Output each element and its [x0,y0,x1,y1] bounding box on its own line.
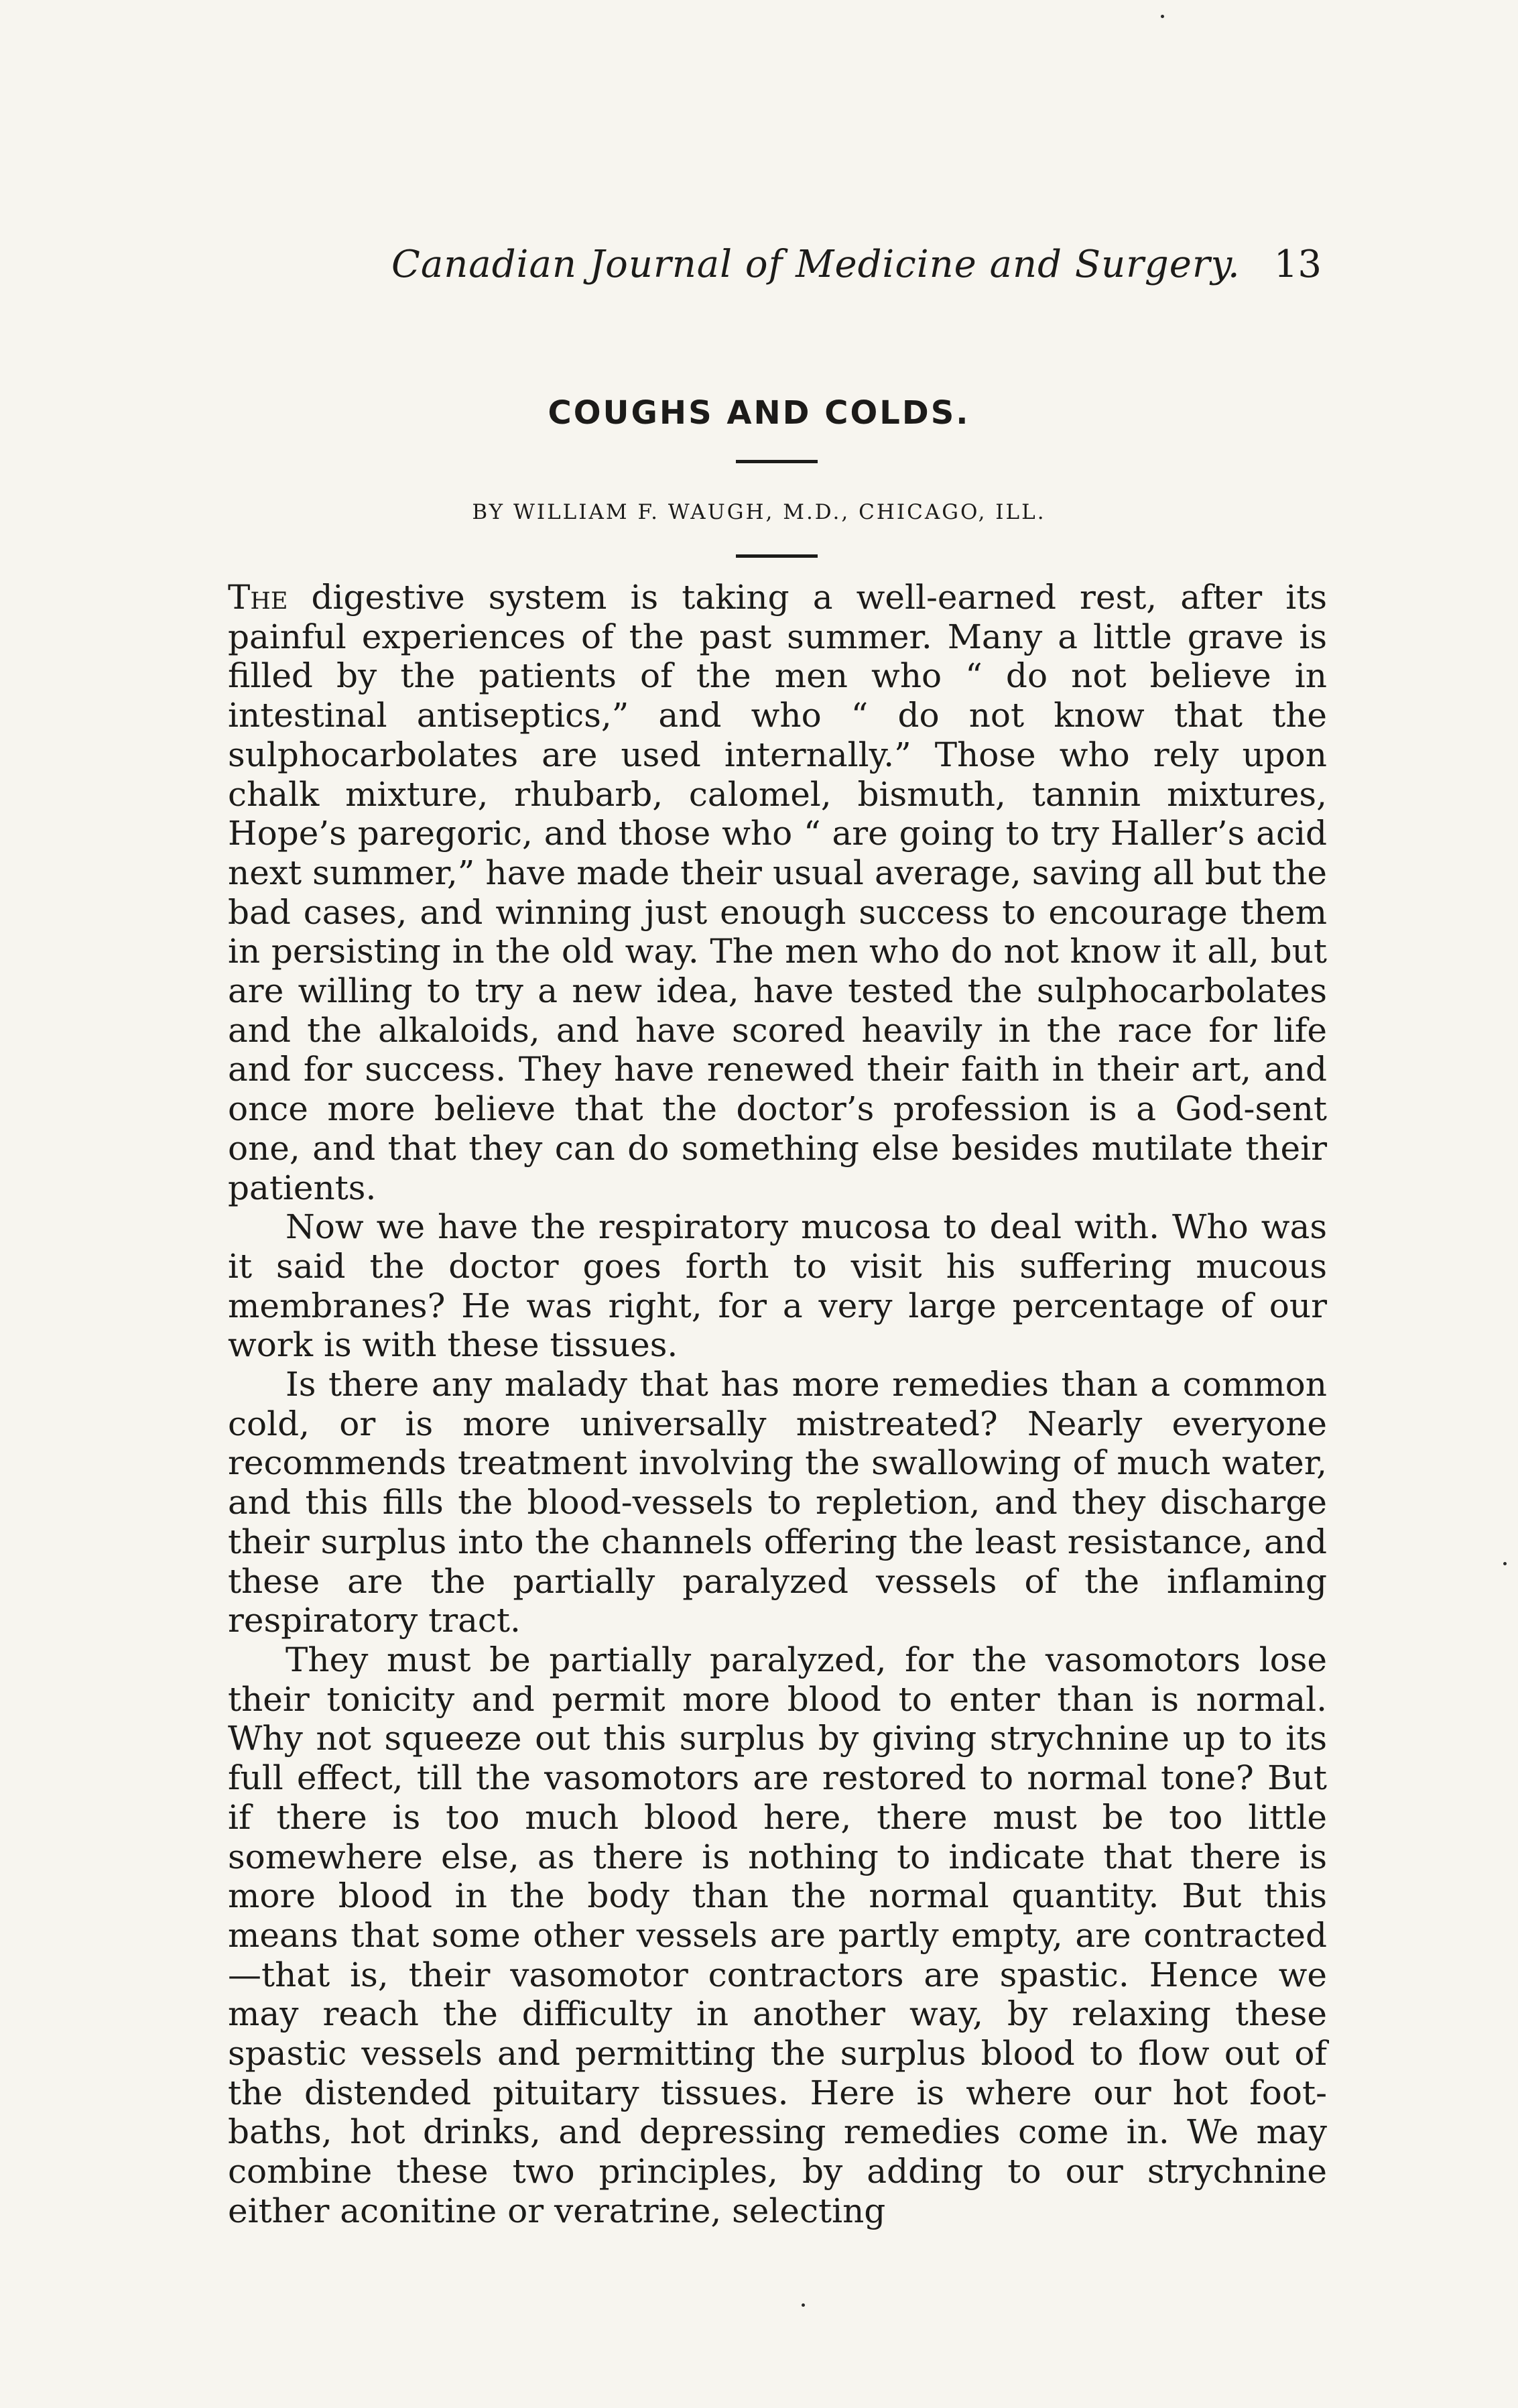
journal-title: Canadian Journal of Medicine and Surgery. [391,243,1241,286]
page-speck-top [1161,15,1164,18]
title-divider [736,460,818,463]
byline-divider [736,554,818,558]
paragraph-text: digestive system is taking a well-earned rest, after its painful experiences of the past summer. Many a little grave is filled by the patients of the men who “ do not believe in intestinal antiseptics,” and who “ do not know that the sulphocarbolates are used internally.” Those who rely upon chalk mixture, rhubarb, calomel, bismuth, tannin mixtures, Hope’s paregoric, and those who “ are going to try Haller’s acid next summer,” have made their usual average, saving all but the bad cases, and winning just enough success to encourage them in persisting in the old way. The men who do not know it all, but are willing to try a new idea, have tested the sulphocarbolates and the alkaloids, and have scored heavily in the race for life and for success. They have renewed their faith in their art, and once more believe that the doctor’s profession is a God-sent one, and that they can do something else besides mutilate their patients. [228,578,1327,1207]
body-paragraph-2: Now we have the respiratory mucosa to deal with. Who was it said the doctor goes forth to visit his suffering mucous membranes? He was right, for a very large percentage of our work is with these tissues. [228,1207,1327,1365]
article-byline: BY WILLIAM F. WAUGH, M.D., CHICAGO, ILL. [472,500,1046,524]
page-number: 13 [1273,243,1322,286]
page-speck-right [1503,1562,1507,1565]
body-paragraph-4: They must be partially paralyzed, for the vasomotors lose their tonicity and permit more blood to enter than is normal. Why not squeeze out this surplus by giving strychnine up to its full effect, till the vasomotors are restored to normal tone? But if there is too much blood here, there must be too little somewhere else, as there is nothing to indicate that there is more blood in the body than the normal quantity. But this means that some other vessels are partly empty, are contracted—that is, their vasomotor contractors are spastic. Hence we may reach the difficulty in another way, by relaxing these spastic vessels and permitting the surplus blood to flow out of the distended pituitary tissues. Here is where our hot foot-baths, hot drinks, and depressing remedies come in. We may combine these two principles, by adding to our strychnine either aconitine or veratrine, selecting [228,1640,1327,2230]
lead-word: The [228,578,288,617]
page-speck-bottom [802,2303,805,2307]
body-paragraph-1 [228,578,1327,1207]
article-body [228,578,1327,2231]
article-title: COUGHS AND COLDS. [548,394,970,432]
body-paragraph-3: Is there any malady that has more remedies than a common cold, or is more universally mistreated? Nearly everyone recommends treatment involving the swallowing of much water, and this fills the blood-vessels to repletion, and they discharge their surplus into the channels offering the least resistance, and these are the partially paralyzed vessels of the inflaming respiratory tract. [228,1365,1327,1640]
running-header [391,243,1322,296]
